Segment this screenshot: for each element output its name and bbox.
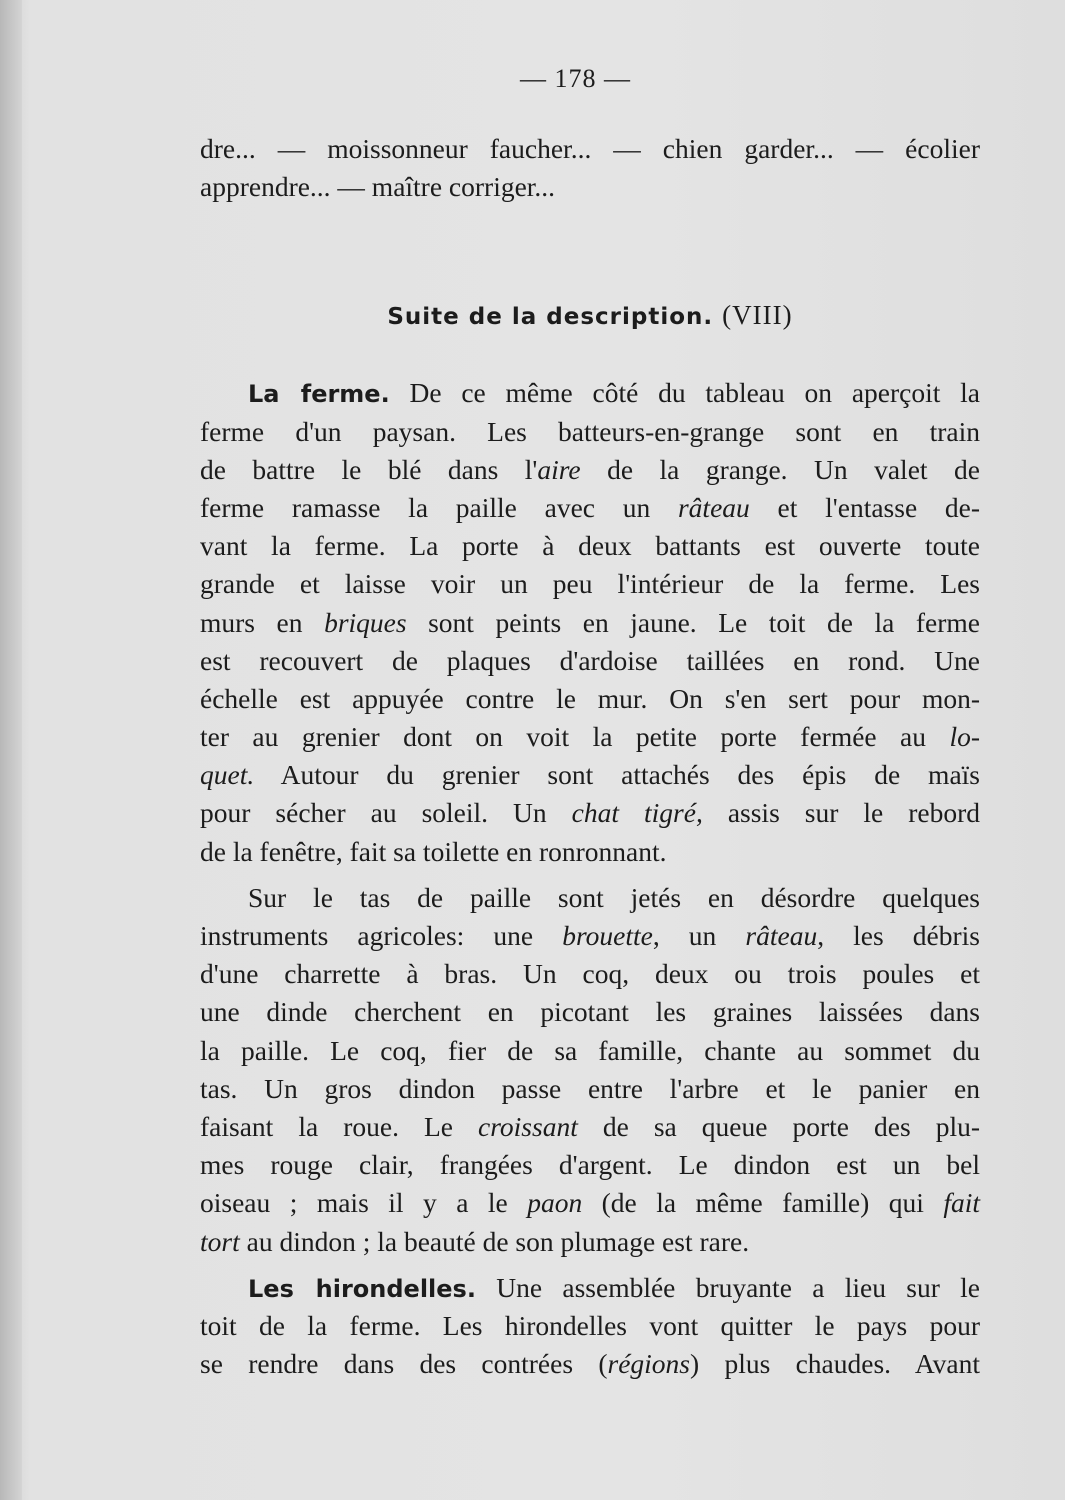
text-run: et l'entasse de- [749,491,981,523]
text-run: se rendre dans des contrées ( [200,1348,608,1380]
text-line: Sur le tas de paille sont jetés en désordre quelques [248,881,980,913]
italic-term: briques [324,606,407,638]
text-line: ferme d'un paysan. Les batteurs-en-grange sont en train [200,415,980,447]
text-line [200,374,980,412]
paragraph-tas-de-paille [200,879,980,1261]
italic-term: aire [537,453,581,485]
text-run: De ce même côté du tableau on aperçoit la [409,377,980,409]
text-run: , les débris [817,920,981,951]
section-heading [200,296,980,334]
italic-term: régions [607,1348,690,1380]
text-line: échelle est appuyée contre le mur. On s'en sert pour mon- [200,682,980,714]
text-run: instruments agricoles: une [200,920,563,951]
text-run: oiseau ; mais il y a le [200,1187,528,1219]
text-line [200,718,980,756]
text-line [200,917,980,955]
text-line [200,451,980,489]
continuation-line-2: apprendre... — maître corriger... [200,171,556,203]
paragraph-gap [200,871,980,879]
text-run: au dindon ; la beauté de son plumage est rare. [239,1225,750,1257]
text-run: de battre le blé dans l' [200,453,538,485]
text-run: Autour du grenier sont attachés des épis de maïs [254,759,980,791]
text-run: de sa queue porte des plu- [577,1110,980,1142]
italic-term: lo- [949,721,980,753]
italic-term: quet. [200,759,255,791]
page-number: — 178 — [520,64,631,93]
text-run: faisant la roue. Le [200,1110,479,1142]
text-line: tas. Un gros dindon passe entre l'arbre et le panier en [200,1072,980,1104]
text-run: murs en [200,606,325,638]
text-run: pour sécher au soleil. Un [200,797,572,829]
section-heading-title: Suite de la description. [387,304,714,331]
text-line: d'une charrette à bras. Un coq, deux ou trois poules et [200,958,980,990]
text-line [200,1269,980,1307]
section-heading-number: (VIII) [722,300,793,331]
page-text [200,130,980,1383]
italic-term: croissant [478,1110,578,1142]
paragraph-gap [200,1261,980,1269]
text-line: grande et laisse voir un peu l'intérieur de la ferme. Les [200,568,980,600]
text-run: assis sur le rebord [702,797,981,829]
text-line: une dinde cherchent en picotant les graines laissées dans [200,996,980,1028]
text-line: de la fenêtre, fait sa toilette en ronronnant. [200,835,667,867]
text-run: ferme ramasse la paille avec un [200,491,678,523]
text-line [200,1184,980,1222]
italic-term: chat tigré, [571,797,703,829]
text-line [200,794,980,832]
text-line: vant la ferme. La porte à deux battants est ouverte toute [200,530,980,562]
text-run: ) plus chaudes. Avant [690,1348,980,1380]
continuation-line-1: dre... — moissonneur faucher... — chien garder... — écolier [200,133,980,164]
italic-term: râteau [745,920,818,951]
text-line: est recouvert de plaques d'ardoise taillées en rond. Une [200,644,980,676]
text-run: , un [652,920,746,951]
paragraph-les-hirondelles [200,1269,980,1384]
text-line: toit de la ferme. Les hirondelles vont quitter le pays pour [200,1309,980,1341]
text-line [200,1223,980,1261]
italic-term: paon [527,1187,583,1219]
text-line: la paille. Le coq, fier de sa famille, chante au sommet du [200,1034,980,1066]
italic-term: tort [200,1225,240,1257]
text-line: mes rouge clair, frangées d'argent. Le dindon est un bel [200,1149,980,1181]
text-run: sont peints en jaune. Le toit de la ferme [406,606,980,638]
text-run: de la grange. Un valet de [580,453,980,485]
paragraph-la-ferme [200,374,980,870]
text-run: Une assemblée bruyante a lieu sur le [496,1271,981,1303]
paragraph-lead-la-ferme: La ferme. [248,380,390,409]
italic-term: fait [943,1187,980,1219]
text-run: (de la même famille) qui [582,1187,944,1219]
text-line [200,604,980,642]
text-line [200,1345,980,1383]
italic-term: râteau [677,491,750,523]
text-line [200,489,980,527]
page-spine-shadow [0,0,22,1500]
text-run: ter au grenier dont on voit la petite porte fermée au [200,721,950,753]
italic-term: brouette [562,920,653,951]
paragraph-lead-les-hirondelles: Les hirondelles. [248,1274,476,1303]
text-line [200,756,980,794]
text-line [200,1108,980,1146]
